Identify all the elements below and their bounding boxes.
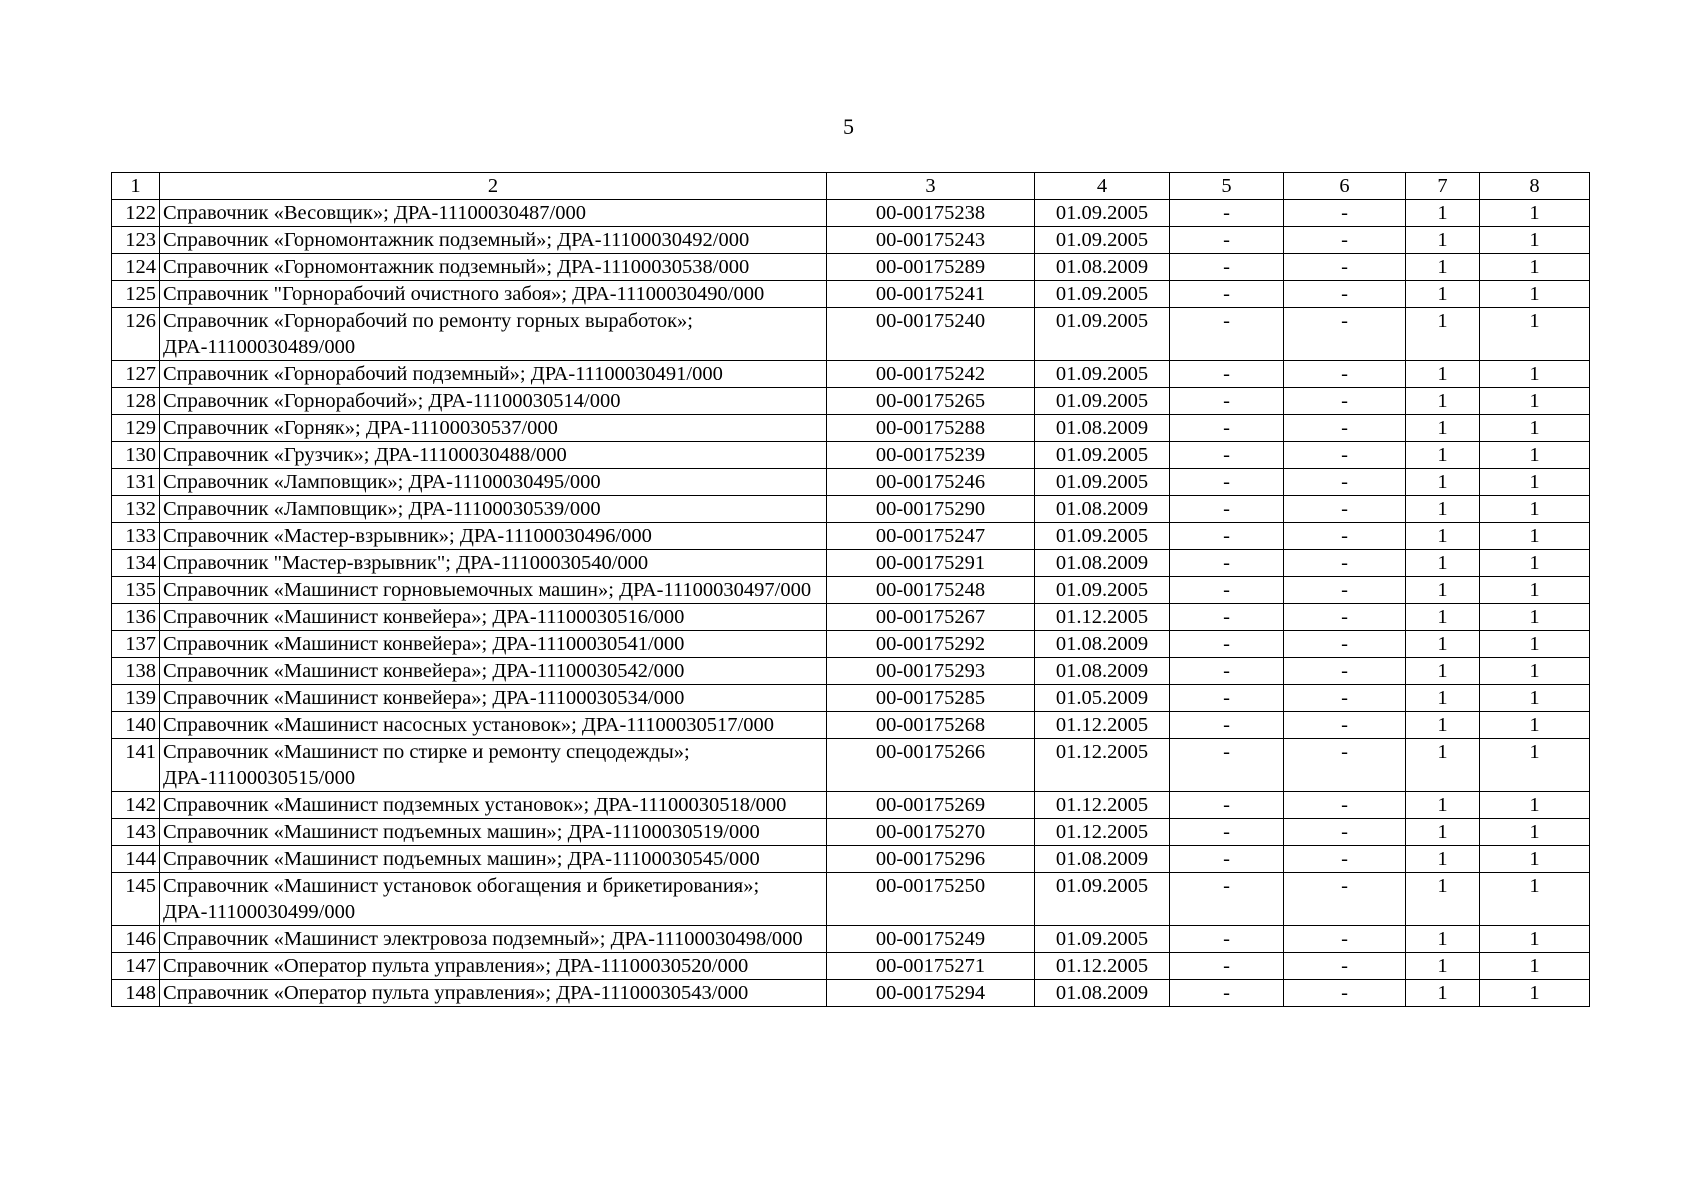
item-name: Справочник «Машинист конвейера»; ДРА-11100030516/000 bbox=[160, 604, 827, 631]
col-5-value: - bbox=[1170, 658, 1284, 685]
inventory-code: 00-00175292 bbox=[827, 631, 1035, 658]
inventory-code: 00-00175243 bbox=[827, 227, 1035, 254]
table-row bbox=[112, 281, 1590, 308]
col-6-value: - bbox=[1284, 308, 1406, 361]
col-5-value: - bbox=[1170, 792, 1284, 819]
col-7-value: 1 bbox=[1406, 496, 1480, 523]
col-7-value: 1 bbox=[1406, 550, 1480, 577]
row-number: 143 bbox=[112, 819, 160, 846]
col-5-value: - bbox=[1170, 953, 1284, 980]
date: 01.12.2005 bbox=[1035, 819, 1170, 846]
item-name: Справочник «Машинист электровоза подземный»; ДРА-11100030498/000 bbox=[160, 926, 827, 953]
inventory-code: 00-00175290 bbox=[827, 496, 1035, 523]
row-number: 136 bbox=[112, 604, 160, 631]
date: 01.09.2005 bbox=[1035, 200, 1170, 227]
item-name: Справочник «Машинист подъемных машин»; ДРА-11100030519/000 bbox=[160, 819, 827, 846]
inventory-code: 00-00175268 bbox=[827, 712, 1035, 739]
row-number: 146 bbox=[112, 926, 160, 953]
col-6-value: - bbox=[1284, 739, 1406, 792]
table-row bbox=[112, 469, 1590, 496]
item-name: Справочник «Машинист подъемных машин»; ДРА-11100030545/000 bbox=[160, 846, 827, 873]
col-6-value: - bbox=[1284, 254, 1406, 281]
table-row bbox=[112, 819, 1590, 846]
col-7-value: 1 bbox=[1406, 739, 1480, 792]
col-7-value: 1 bbox=[1406, 227, 1480, 254]
col-8-value: 1 bbox=[1480, 846, 1590, 873]
row-number: 138 bbox=[112, 658, 160, 685]
col-5-value: - bbox=[1170, 873, 1284, 926]
inventory-code: 00-00175247 bbox=[827, 523, 1035, 550]
item-name: Справочник «Машинист горновыемочных машин»; ДРА-11100030497/000 bbox=[160, 577, 827, 604]
col-8-value: 1 bbox=[1480, 200, 1590, 227]
inventory-code: 00-00175242 bbox=[827, 361, 1035, 388]
col-6-value: - bbox=[1284, 953, 1406, 980]
col-5-value: - bbox=[1170, 361, 1284, 388]
inventory-code: 00-00175241 bbox=[827, 281, 1035, 308]
col-5-value: - bbox=[1170, 200, 1284, 227]
row-number: 133 bbox=[112, 523, 160, 550]
table-row bbox=[112, 361, 1590, 388]
col-6-value: - bbox=[1284, 415, 1406, 442]
item-name: Справочник «Мастер-взрывник»; ДРА-11100030496/000 bbox=[160, 523, 827, 550]
row-number: 124 bbox=[112, 254, 160, 281]
col-8-value: 1 bbox=[1480, 819, 1590, 846]
date: 01.08.2009 bbox=[1035, 254, 1170, 281]
row-number: 135 bbox=[112, 577, 160, 604]
col-5-value: - bbox=[1170, 819, 1284, 846]
inventory-code: 00-00175288 bbox=[827, 415, 1035, 442]
item-name: Справочник «Ламповщик»; ДРА-11100030539/000 bbox=[160, 496, 827, 523]
date: 01.08.2009 bbox=[1035, 846, 1170, 873]
date: 01.09.2005 bbox=[1035, 523, 1170, 550]
col-5-value: - bbox=[1170, 254, 1284, 281]
col-6-value: - bbox=[1284, 792, 1406, 819]
table-row bbox=[112, 550, 1590, 577]
table-row bbox=[112, 685, 1590, 712]
col-7-value: 1 bbox=[1406, 658, 1480, 685]
inventory-code: 00-00175296 bbox=[827, 846, 1035, 873]
col-8-value: 1 bbox=[1480, 550, 1590, 577]
col-5-value: - bbox=[1170, 442, 1284, 469]
col-6-value: - bbox=[1284, 685, 1406, 712]
col-7-value: 1 bbox=[1406, 254, 1480, 281]
date: 01.09.2005 bbox=[1035, 388, 1170, 415]
date: 01.08.2009 bbox=[1035, 550, 1170, 577]
col-6-value: - bbox=[1284, 496, 1406, 523]
table-row bbox=[112, 442, 1590, 469]
item-name: Справочник «Машинист конвейера»; ДРА-11100030541/000 bbox=[160, 631, 827, 658]
inventory-code: 00-00175294 bbox=[827, 980, 1035, 1007]
row-number: 142 bbox=[112, 792, 160, 819]
column-header: 5 bbox=[1170, 173, 1284, 200]
column-header: 1 bbox=[112, 173, 160, 200]
col-6-value: - bbox=[1284, 281, 1406, 308]
item-name: Справочник "Горнорабочий очистного забоя»; ДРА-11100030490/000 bbox=[160, 281, 827, 308]
col-8-value: 1 bbox=[1480, 523, 1590, 550]
row-number: 128 bbox=[112, 388, 160, 415]
inventory-code: 00-00175270 bbox=[827, 819, 1035, 846]
col-8-value: 1 bbox=[1480, 712, 1590, 739]
register-table bbox=[111, 172, 1590, 1007]
table-row bbox=[112, 712, 1590, 739]
col-7-value: 1 bbox=[1406, 361, 1480, 388]
row-number: 139 bbox=[112, 685, 160, 712]
inventory-code: 00-00175289 bbox=[827, 254, 1035, 281]
date: 01.08.2009 bbox=[1035, 631, 1170, 658]
table-row bbox=[112, 523, 1590, 550]
column-header: 6 bbox=[1284, 173, 1406, 200]
date: 01.12.2005 bbox=[1035, 712, 1170, 739]
item-name: Справочник «Оператор пульта управления»; ДРА-11100030520/000 bbox=[160, 953, 827, 980]
row-number: 129 bbox=[112, 415, 160, 442]
table-row bbox=[112, 980, 1590, 1007]
row-number: 125 bbox=[112, 281, 160, 308]
table-row bbox=[112, 200, 1590, 227]
col-7-value: 1 bbox=[1406, 846, 1480, 873]
row-number: 141 bbox=[112, 739, 160, 792]
col-6-value: - bbox=[1284, 227, 1406, 254]
col-8-value: 1 bbox=[1480, 604, 1590, 631]
item-name: Справочник «Машинист конвейера»; ДРА-11100030542/000 bbox=[160, 658, 827, 685]
col-6-value: - bbox=[1284, 442, 1406, 469]
col-6-value: - bbox=[1284, 631, 1406, 658]
table-row bbox=[112, 577, 1590, 604]
row-number: 144 bbox=[112, 846, 160, 873]
col-6-value: - bbox=[1284, 980, 1406, 1007]
item-name: Справочник «Машинист подземных установок»; ДРА-11100030518/000 bbox=[160, 792, 827, 819]
col-7-value: 1 bbox=[1406, 631, 1480, 658]
date: 01.09.2005 bbox=[1035, 281, 1170, 308]
inventory-code: 00-00175291 bbox=[827, 550, 1035, 577]
col-8-value: 1 bbox=[1480, 631, 1590, 658]
inventory-code: 00-00175266 bbox=[827, 739, 1035, 792]
table-row bbox=[112, 873, 1590, 926]
item-name: Справочник «Горняк»; ДРА-11100030537/000 bbox=[160, 415, 827, 442]
date: 01.09.2005 bbox=[1035, 873, 1170, 926]
item-name: Справочник «Машинист насосных установок»; ДРА-11100030517/000 bbox=[160, 712, 827, 739]
item-name: Справочник «Горнорабочий по ремонту горных выработок»; ДРА-11100030489/000 bbox=[160, 308, 827, 361]
col-5-value: - bbox=[1170, 496, 1284, 523]
col-7-value: 1 bbox=[1406, 388, 1480, 415]
table-row bbox=[112, 388, 1590, 415]
col-7-value: 1 bbox=[1406, 926, 1480, 953]
col-5-value: - bbox=[1170, 550, 1284, 577]
col-8-value: 1 bbox=[1480, 469, 1590, 496]
col-6-value: - bbox=[1284, 361, 1406, 388]
col-5-value: - bbox=[1170, 846, 1284, 873]
inventory-code: 00-00175265 bbox=[827, 388, 1035, 415]
col-5-value: - bbox=[1170, 631, 1284, 658]
col-8-value: 1 bbox=[1480, 227, 1590, 254]
item-name: Справочник «Оператор пульта управления»; ДРА-11100030543/000 bbox=[160, 980, 827, 1007]
col-8-value: 1 bbox=[1480, 577, 1590, 604]
column-number-row bbox=[112, 173, 1590, 200]
column-header: 7 bbox=[1406, 173, 1480, 200]
date: 01.09.2005 bbox=[1035, 308, 1170, 361]
inventory-code: 00-00175248 bbox=[827, 577, 1035, 604]
col-6-value: - bbox=[1284, 819, 1406, 846]
col-5-value: - bbox=[1170, 227, 1284, 254]
col-5-value: - bbox=[1170, 685, 1284, 712]
date: 01.09.2005 bbox=[1035, 227, 1170, 254]
col-8-value: 1 bbox=[1480, 308, 1590, 361]
col-7-value: 1 bbox=[1406, 281, 1480, 308]
date: 01.12.2005 bbox=[1035, 953, 1170, 980]
item-name: Справочник «Машинист конвейера»; ДРА-11100030534/000 bbox=[160, 685, 827, 712]
row-number: 132 bbox=[112, 496, 160, 523]
date: 01.09.2005 bbox=[1035, 926, 1170, 953]
col-5-value: - bbox=[1170, 712, 1284, 739]
col-6-value: - bbox=[1284, 873, 1406, 926]
col-8-value: 1 bbox=[1480, 281, 1590, 308]
row-number: 148 bbox=[112, 980, 160, 1007]
col-7-value: 1 bbox=[1406, 873, 1480, 926]
col-7-value: 1 bbox=[1406, 442, 1480, 469]
table-row bbox=[112, 308, 1590, 361]
table-body bbox=[112, 200, 1590, 1007]
col-5-value: - bbox=[1170, 577, 1284, 604]
column-header: 2 bbox=[160, 173, 827, 200]
table-row bbox=[112, 631, 1590, 658]
table-row bbox=[112, 604, 1590, 631]
inventory-code: 00-00175285 bbox=[827, 685, 1035, 712]
date: 01.12.2005 bbox=[1035, 792, 1170, 819]
inventory-code: 00-00175269 bbox=[827, 792, 1035, 819]
table-row bbox=[112, 415, 1590, 442]
col-6-value: - bbox=[1284, 200, 1406, 227]
col-7-value: 1 bbox=[1406, 980, 1480, 1007]
col-8-value: 1 bbox=[1480, 388, 1590, 415]
table-row bbox=[112, 792, 1590, 819]
inventory-code: 00-00175239 bbox=[827, 442, 1035, 469]
col-5-value: - bbox=[1170, 281, 1284, 308]
col-5-value: - bbox=[1170, 604, 1284, 631]
item-name: Справочник "Мастер-взрывник"; ДРА-11100030540/000 bbox=[160, 550, 827, 577]
col-7-value: 1 bbox=[1406, 577, 1480, 604]
col-5-value: - bbox=[1170, 739, 1284, 792]
col-7-value: 1 bbox=[1406, 415, 1480, 442]
col-6-value: - bbox=[1284, 926, 1406, 953]
col-8-value: 1 bbox=[1480, 739, 1590, 792]
col-8-value: 1 bbox=[1480, 415, 1590, 442]
date: 01.08.2009 bbox=[1035, 658, 1170, 685]
date: 01.08.2009 bbox=[1035, 496, 1170, 523]
row-number: 126 bbox=[112, 308, 160, 361]
col-6-value: - bbox=[1284, 577, 1406, 604]
inventory-code: 00-00175250 bbox=[827, 873, 1035, 926]
col-7-value: 1 bbox=[1406, 685, 1480, 712]
inventory-code: 00-00175293 bbox=[827, 658, 1035, 685]
item-name: Справочник «Грузчик»; ДРА-11100030488/000 bbox=[160, 442, 827, 469]
col-5-value: - bbox=[1170, 980, 1284, 1007]
table-row bbox=[112, 926, 1590, 953]
column-header: 8 bbox=[1480, 173, 1590, 200]
col-7-value: 1 bbox=[1406, 604, 1480, 631]
col-5-value: - bbox=[1170, 523, 1284, 550]
col-5-value: - bbox=[1170, 469, 1284, 496]
col-6-value: - bbox=[1284, 846, 1406, 873]
col-8-value: 1 bbox=[1480, 254, 1590, 281]
col-8-value: 1 bbox=[1480, 361, 1590, 388]
col-7-value: 1 bbox=[1406, 308, 1480, 361]
row-number: 134 bbox=[112, 550, 160, 577]
col-7-value: 1 bbox=[1406, 819, 1480, 846]
table-row bbox=[112, 254, 1590, 281]
column-header: 3 bbox=[827, 173, 1035, 200]
col-8-value: 1 bbox=[1480, 658, 1590, 685]
inventory-code: 00-00175267 bbox=[827, 604, 1035, 631]
table-row bbox=[112, 496, 1590, 523]
col-8-value: 1 bbox=[1480, 442, 1590, 469]
row-number: 140 bbox=[112, 712, 160, 739]
col-6-value: - bbox=[1284, 604, 1406, 631]
col-7-value: 1 bbox=[1406, 792, 1480, 819]
row-number: 147 bbox=[112, 953, 160, 980]
date: 01.08.2009 bbox=[1035, 415, 1170, 442]
col-8-value: 1 bbox=[1480, 926, 1590, 953]
row-number: 123 bbox=[112, 227, 160, 254]
col-6-value: - bbox=[1284, 712, 1406, 739]
col-7-value: 1 bbox=[1406, 200, 1480, 227]
date: 01.12.2005 bbox=[1035, 604, 1170, 631]
item-name: Справочник «Ламповщик»; ДРА-11100030495/000 bbox=[160, 469, 827, 496]
table-row bbox=[112, 739, 1590, 792]
date: 01.09.2005 bbox=[1035, 442, 1170, 469]
col-7-value: 1 bbox=[1406, 712, 1480, 739]
col-7-value: 1 bbox=[1406, 953, 1480, 980]
inventory-code: 00-00175249 bbox=[827, 926, 1035, 953]
row-number: 131 bbox=[112, 469, 160, 496]
item-name: Справочник «Горнорабочий»; ДРА-11100030514/000 bbox=[160, 388, 827, 415]
col-5-value: - bbox=[1170, 388, 1284, 415]
col-6-value: - bbox=[1284, 523, 1406, 550]
inventory-code: 00-00175246 bbox=[827, 469, 1035, 496]
date: 01.08.2009 bbox=[1035, 980, 1170, 1007]
date: 01.05.2009 bbox=[1035, 685, 1170, 712]
table-row bbox=[112, 846, 1590, 873]
col-8-value: 1 bbox=[1480, 873, 1590, 926]
item-name: Справочник «Горнорабочий подземный»; ДРА-11100030491/000 bbox=[160, 361, 827, 388]
inventory-code: 00-00175240 bbox=[827, 308, 1035, 361]
table-row bbox=[112, 953, 1590, 980]
item-name: Справочник «Горномонтажник подземный»; ДРА-11100030538/000 bbox=[160, 254, 827, 281]
item-name: Справочник «Машинист установок обогащения и брикетирования»; ДРА-11100030499/000 bbox=[160, 873, 827, 926]
row-number: 122 bbox=[112, 200, 160, 227]
date: 01.09.2005 bbox=[1035, 361, 1170, 388]
date: 01.09.2005 bbox=[1035, 577, 1170, 604]
row-number: 130 bbox=[112, 442, 160, 469]
col-8-value: 1 bbox=[1480, 980, 1590, 1007]
col-7-value: 1 bbox=[1406, 469, 1480, 496]
col-6-value: - bbox=[1284, 550, 1406, 577]
row-number: 127 bbox=[112, 361, 160, 388]
col-8-value: 1 bbox=[1480, 953, 1590, 980]
col-5-value: - bbox=[1170, 308, 1284, 361]
date: 01.09.2005 bbox=[1035, 469, 1170, 496]
item-name: Справочник «Машинист по стирке и ремонту спецодежды»; ДРА-11100030515/000 bbox=[160, 739, 827, 792]
col-6-value: - bbox=[1284, 658, 1406, 685]
item-name: Справочник «Весовщик»; ДРА-11100030487/000 bbox=[160, 200, 827, 227]
page-number: 5 bbox=[843, 114, 854, 139]
col-7-value: 1 bbox=[1406, 523, 1480, 550]
col-6-value: - bbox=[1284, 388, 1406, 415]
col-8-value: 1 bbox=[1480, 685, 1590, 712]
col-6-value: - bbox=[1284, 469, 1406, 496]
inventory-code: 00-00175238 bbox=[827, 200, 1035, 227]
table-row bbox=[112, 227, 1590, 254]
date: 01.12.2005 bbox=[1035, 739, 1170, 792]
row-number: 137 bbox=[112, 631, 160, 658]
row-number: 145 bbox=[112, 873, 160, 926]
col-5-value: - bbox=[1170, 415, 1284, 442]
item-name: Справочник «Горномонтажник подземный»; ДРА-11100030492/000 bbox=[160, 227, 827, 254]
column-header: 4 bbox=[1035, 173, 1170, 200]
col-8-value: 1 bbox=[1480, 792, 1590, 819]
table-row bbox=[112, 658, 1590, 685]
col-5-value: - bbox=[1170, 926, 1284, 953]
col-8-value: 1 bbox=[1480, 496, 1590, 523]
inventory-code: 00-00175271 bbox=[827, 953, 1035, 980]
